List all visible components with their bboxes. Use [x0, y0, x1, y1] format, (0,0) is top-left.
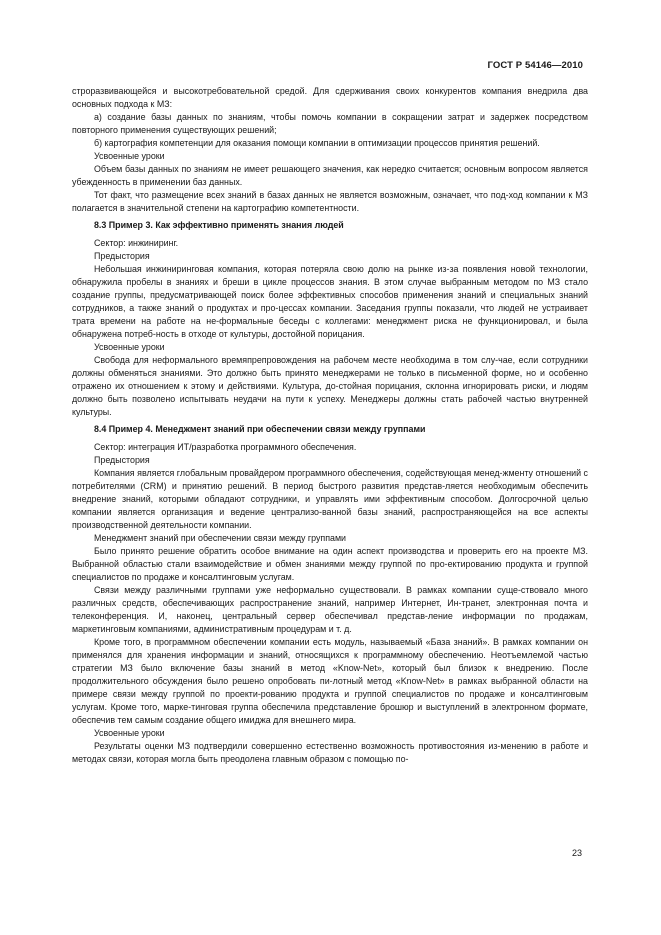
- paragraph: Сектор: инжиниринг.: [94, 238, 179, 248]
- paragraph: строразвивающейся и высокотребовательной средой. Для сдерживания своих конкурентов компания внедрила два основных подхода к МЗ:: [72, 86, 588, 109]
- subsection-label: Менеджмент знаний при обеспечении связи между группами: [94, 533, 347, 543]
- subsection-label: Предыстория: [94, 455, 150, 465]
- document-code: ГОСТ Р 54146—2010: [487, 60, 583, 71]
- list-item: а) создание базы данных по знаниям, чтобы помочь компании в сокращении затрат и задержек посредством повторного применения существующих решений;: [72, 112, 588, 135]
- subsection-label: Усвоенные уроки: [94, 342, 165, 352]
- paragraph: Компания является глобальным провайдером программного обеспечения, содействующая менед-жменту отношений с потребителями (CRM) и принятию решений. В период быстрого развития представ-ляется необходимым обеспечить внедрение знаний, которыми обладают сотрудники, и управлять ими эффективным способом. Долгосрочной целью компании является организация и ведение централизо-ванной базы знаний, распространяющейся на все аспекты производственной деятельности компании.: [72, 468, 588, 530]
- subsection-label: Усвоенные уроки: [94, 151, 165, 161]
- paragraph: Свобода для неформального времяпрепровождения на рабочем месте необходима в том слу-чае, если сотрудники должны обменяться знаниями. Это должно быть принято менеджерами не только в письменной форме, но и особенно отражено их отношением к этому и действиями. Культура, до-стойная порицания, склонна игнорировать риски, и людям должно быть позволено испытывать неудачи на пути к успеху. Менеджеры должны стать рабочей частью внутренней культуры.: [72, 355, 588, 417]
- document-body: [72, 85, 588, 766]
- subsection-label: Предыстория: [94, 251, 150, 261]
- paragraph: Небольшая инжиниринговая компания, которая потеряла свою долю на рынке из-за появления новой технологии, обнаружила пробелы в знаниях и бреши в цикле процессов знания. В этом случае выбранным методом по МЗ стало создание группы, предусматривающей поиск более эффективных способов применения знаний и специальных знаний сотрудников, а также знаний о продуктах и про-цессах компании. Заседания группы показали, что людей не устраивает трата времени на работе на не-формальные беседы с коллегами: менеджмент риска не функционировал, и была обнаружена потреб-ность в отходе от культуры, достойной порицания.: [72, 264, 588, 339]
- paragraph: Результаты оценки МЗ подтвердили совершенно естественно возможность противостояния из-менению в работе и методах связи, которая могла быть преодолена главным образом с помощью по-: [72, 741, 588, 764]
- page-number: 23: [571, 848, 582, 858]
- paragraph: Объем базы данных по знаниям не имеет решающего значения, как нередко считается; основным вопросом является убежденность в применении баз данных.: [72, 164, 588, 187]
- list-item: б) картография компетенции для оказания помощи компании в оптимизации процессов принятия решений.: [94, 138, 540, 148]
- subsection-label: Усвоенные уроки: [94, 728, 165, 738]
- paragraph: Тот факт, что размещение всех знаний в базах данных не является возможным, означает, что под-ход компании к МЗ полагается в значительной степени на картографию компетентности.: [72, 190, 588, 213]
- section-heading-8-4: 8.4 Пример 4. Менеджмент знаний при обеспечении связи между группами: [94, 424, 426, 434]
- section-heading-8-3: 8.3 Пример 3. Как эффективно применять знания людей: [94, 220, 344, 230]
- paragraph: Связи между различными группами уже неформально существовали. В рамках компании суще-ствовало много различных средств, обеспечивающих распространение знаний, например Интернет, Ин-транет, электронная почта и телеконференция. И, наконец, центральный сервер обеспечивал представ-ление информации по продажам, маркетинговым компаниями, административным процедурам и т. д.: [72, 585, 588, 634]
- paragraph: Было принято решение обратить особое внимание на один аспект производства и проверить его на проекте МЗ. Выбранной областью стали взаимодействие и обмен знаниями между группой по про-ектированию продукта и группой специалистов по продаже и консалтинговым услугам.: [72, 546, 588, 582]
- paragraph: Сектор: интеграция ИТ/разработка программного обеспечения.: [94, 442, 357, 452]
- paragraph: Кроме того, в программном обеспечении компании есть модуль, называемый «База знаний». В рамках компании он применялся для хранения информации и знаний, относящихся к программному обеспечению. Неотъемлемой частью стратегии МЗ было включение базы знаний в метод «Know-Net», который был близок к внедрению. После продолжительного обсуждения было решено опробовать пи-лотный метод «Know-Net» в рамках выбранной области на примере связи между группой по проекти-рованию продукта и группой специалистов по продаже и консалтинговым услугам. Кроме того, марке-тинговая группа обеспечила представление брошюр и выступлений в электронном формате, обеспечив тем самым создание общего имиджа для внешнего мира.: [72, 637, 588, 725]
